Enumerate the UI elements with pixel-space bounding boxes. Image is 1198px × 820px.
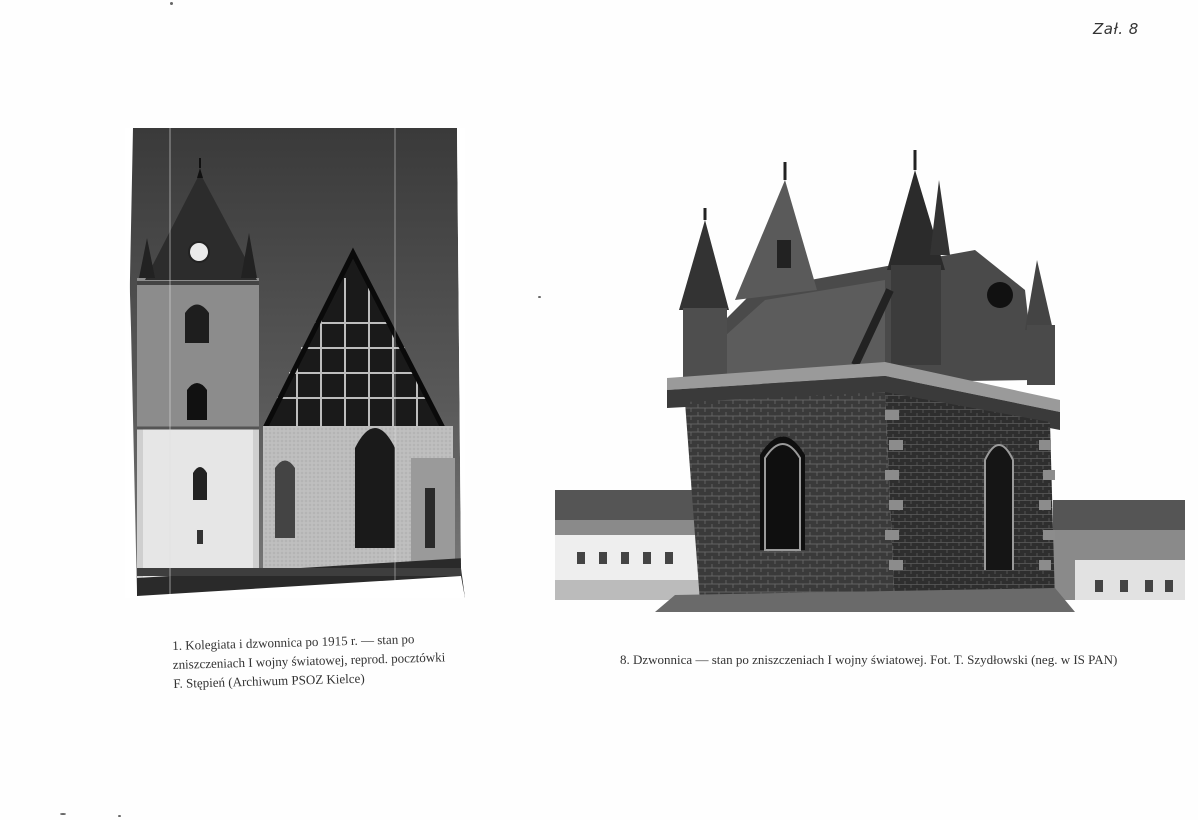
photo-bell-tower [555,140,1185,612]
handwritten-page-note: Zał. 8 [1093,20,1139,38]
caption-line: 1. Kolegiata i dzwonnica po 1915 r. — stan po [172,631,415,653]
caption-line: zniszczeniach I wojny światowej, reprod. pocztówki [172,649,446,672]
scan-speck [538,296,541,298]
scan-speck [118,815,121,817]
scan-speck [170,2,173,5]
figure-caption-right: 8. Dzwonnica — stan po zniszczeniach I wojny światowej. Fot. T. Szydłowski (neg. w IS PAN) [620,652,1118,667]
photo-collegiate-church-and-bell-tower [125,128,465,598]
caption-line: F. Stępień (Archiwum PSOZ Kielce) [173,670,365,691]
figure-caption-left [172,628,468,693]
scan-speck [60,813,66,815]
